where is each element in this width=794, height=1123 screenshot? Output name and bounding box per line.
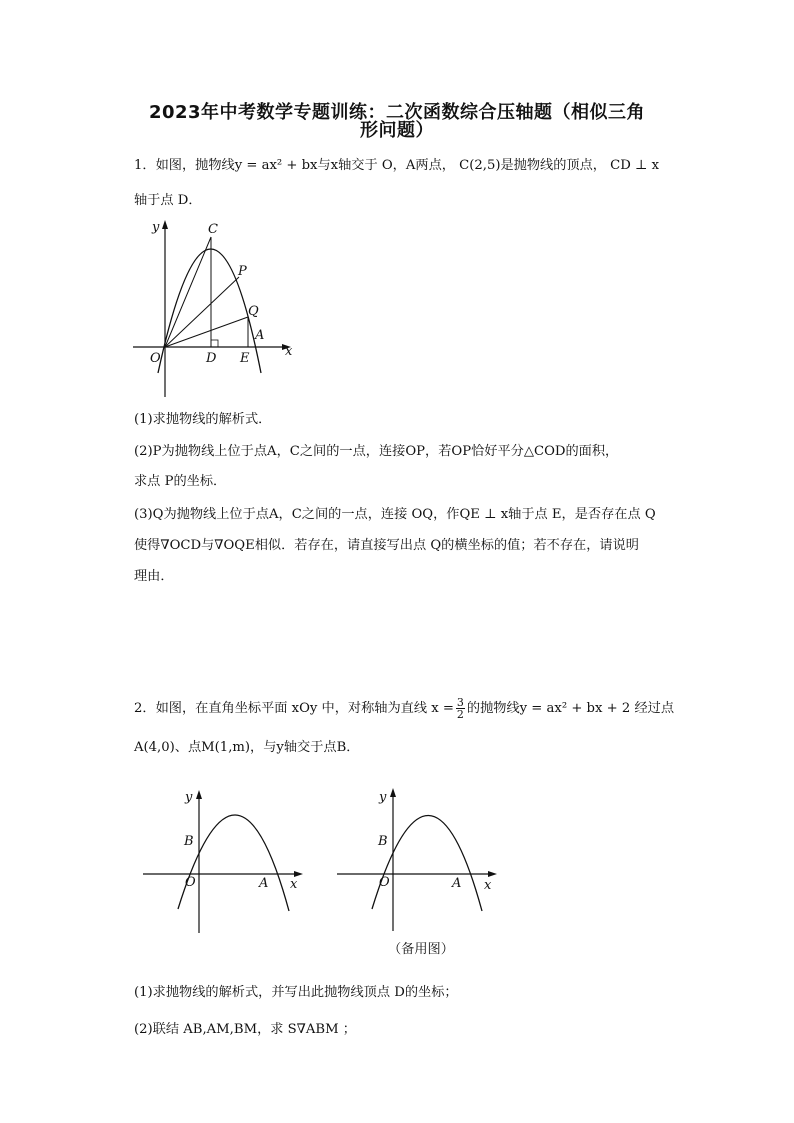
label-P: P bbox=[238, 264, 247, 279]
label-D: D bbox=[206, 351, 217, 366]
label-B: B bbox=[378, 834, 388, 849]
label-O: O bbox=[185, 875, 196, 890]
problem2-statement-line1 bbox=[134, 697, 674, 720]
problem1-question3-line3: 理由． bbox=[134, 569, 174, 584]
problem2-question1: (1)求抛物线的解析式，并写出此抛物线顶点 D的坐标； bbox=[134, 985, 458, 1000]
right-angle-mark bbox=[211, 340, 218, 347]
problem1-question1: (1)求抛物线的解析式． bbox=[134, 412, 272, 427]
label-E: E bbox=[240, 351, 250, 366]
label-y: y bbox=[152, 220, 160, 235]
problem1-figure bbox=[128, 215, 303, 400]
problem2-figure-main bbox=[138, 785, 308, 935]
fraction-denominator: 2 bbox=[456, 708, 464, 721]
label-x: x bbox=[285, 344, 293, 359]
problem2-line1-post: 的抛物线y = ax² + bx + 2 经过点 bbox=[466, 701, 675, 716]
label-y: y bbox=[379, 790, 387, 805]
fraction-numerator: 3 bbox=[456, 696, 464, 709]
page-title-line1: 2023年中考数学专题训练：二次函数综合压轴题（相似三角 bbox=[148, 102, 646, 123]
problem2-question2: (2)联结 AB,AM,BM，求 S∇ABM ； bbox=[134, 1022, 356, 1037]
problem2-line1-pre: 2．如图，在直角坐标平面 xOy 中，对称轴为直线 x = bbox=[134, 701, 454, 716]
page-title-line2: 形问题） bbox=[360, 120, 434, 141]
label-y: y bbox=[185, 790, 193, 805]
problem1-question3-line1: (3)Q为抛物线上位于点A，C之间的一点，连接 OQ，作QE ⊥ x轴于点 E，是否存在点 Q bbox=[134, 507, 656, 522]
label-x: x bbox=[290, 877, 298, 892]
label-O: O bbox=[379, 875, 390, 890]
x-axis-arrow-icon bbox=[488, 871, 497, 877]
problem1-question2-line2: 求点 P的坐标． bbox=[134, 474, 227, 489]
label-A: A bbox=[255, 328, 265, 343]
problem2-statement-line2: A(4,0)、点M(1,m)，与y轴交于点B． bbox=[134, 740, 360, 755]
y-axis-arrow-icon bbox=[196, 790, 202, 799]
label-x: x bbox=[484, 878, 492, 893]
problem2-figure-backup bbox=[332, 783, 502, 933]
y-axis-arrow-icon bbox=[162, 220, 168, 229]
label-C: C bbox=[208, 222, 218, 237]
segment-OP bbox=[165, 277, 239, 347]
label-Q: Q bbox=[248, 304, 259, 319]
backup-figure-caption: （备用图） bbox=[388, 942, 454, 957]
label-B: B bbox=[184, 834, 194, 849]
label-A: A bbox=[259, 876, 269, 891]
label-A: A bbox=[452, 876, 462, 891]
segment-OQ bbox=[165, 317, 248, 347]
parabola-curve bbox=[372, 815, 482, 911]
problem1-statement-line1: 1．如图，抛物线y = ax² + bx与x轴交于 O，A两点， C(2,5)是抛物线的顶点， CD ⊥ x bbox=[134, 158, 660, 173]
problem1-question2-line1: (2)P为抛物线上位于点A，C之间的一点，连接OP，若OP恰好平分△COD的面积， bbox=[134, 444, 619, 459]
problem1-statement-line2: 轴于点 D． bbox=[134, 193, 202, 208]
fraction-three-halves bbox=[456, 697, 465, 720]
parabola-curve bbox=[178, 815, 289, 911]
y-axis-arrow-icon bbox=[390, 788, 396, 797]
segment-OC bbox=[165, 237, 211, 347]
label-O: O bbox=[150, 351, 161, 366]
problem1-question3-line2: 使得∇OCD与∇OQE相似．若存在，请直接写出点 Q的横坐标的值；若不存在，请说明 bbox=[134, 538, 639, 553]
